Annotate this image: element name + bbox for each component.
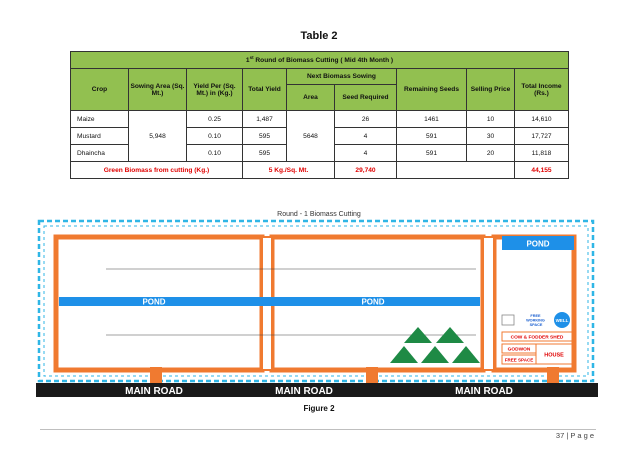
cell-area: 5648 — [287, 111, 335, 162]
pond-strip — [59, 297, 480, 306]
cell-crop: Maize — [71, 111, 129, 128]
col-next-biomass-sowing: Next Biomass Sowing — [287, 69, 397, 85]
total-blank — [397, 162, 515, 179]
col-sowing-area: Sowing Area (Sq. Mt.) — [129, 69, 187, 111]
gate — [150, 367, 162, 384]
pond-label-middle: POND — [361, 297, 385, 307]
cell-crop: Mustard — [71, 128, 129, 145]
main-road-label-middle: MAIN ROAD — [275, 386, 333, 397]
col-total-income: Total Income (Rs.) — [515, 69, 569, 111]
cell-crop: Dhaincha — [71, 145, 129, 162]
house-label: HOUSE — [544, 352, 564, 359]
cell-income: 11,818 — [515, 145, 569, 162]
footer-divider — [40, 429, 596, 430]
col-crop: Crop — [71, 69, 129, 111]
cell-income: 17,727 — [515, 128, 569, 145]
total-income: 44,155 — [515, 162, 569, 179]
main-road-label-right: MAIN ROAD — [455, 386, 513, 397]
cell-yield-per: 0.10 — [187, 145, 243, 162]
table-row — [71, 111, 569, 128]
cell-seed-required: 4 — [335, 128, 397, 145]
well-label: WELL — [555, 318, 569, 323]
cell-seed-required: 4 — [335, 145, 397, 162]
cell-remaining: 1461 — [397, 111, 467, 128]
biomass-table — [70, 51, 568, 179]
pond-label-right: POND — [526, 239, 550, 249]
cell-price: 10 — [467, 111, 515, 128]
cell-yield-per: 0.10 — [187, 128, 243, 145]
cell-total-yield: 595 — [243, 145, 287, 162]
col-total-yield: Total Yield — [243, 69, 287, 111]
godown-label: GODWON — [507, 347, 531, 353]
cell-remaining: 591 — [397, 145, 467, 162]
gate — [366, 367, 378, 384]
free-working-label: FREE WORKING SPACE — [526, 314, 545, 327]
cell-yield-per: 0.25 — [187, 111, 243, 128]
cell-price: 30 — [467, 128, 515, 145]
total-row — [71, 162, 569, 179]
cell-income: 14,610 — [515, 111, 569, 128]
pond-label-left: POND — [142, 297, 166, 307]
col-area: Area — [287, 85, 335, 111]
cell-total-yield: 1,487 — [243, 111, 287, 128]
free-space-label: FREE SPACE — [504, 357, 534, 363]
col-yield-per: Yield Per (Sq. Mt.) in (Kg.) — [187, 69, 243, 111]
cell-sowing-area: 5,948 — [129, 111, 187, 162]
cell-seed-required: 26 — [335, 111, 397, 128]
cell-total-yield: 595 — [243, 128, 287, 145]
figure-title: Round - 1 Biomass Cutting — [277, 211, 361, 218]
cell-remaining: 591 — [397, 128, 467, 145]
total-label: Green Biomass from cutting (Kg.) — [71, 162, 243, 179]
figure-caption: Figure 2 — [303, 404, 335, 413]
round-heading: 1st Round of Biomass Cutting ( Mid 4th Month ) — [71, 52, 569, 69]
gate — [547, 367, 559, 384]
col-seed-required: Seed Required — [335, 85, 397, 111]
divider-strip-2 — [483, 237, 494, 370]
table-title: Table 2 — [300, 30, 338, 42]
total-rate: 5 Kg./Sq. Mt. — [243, 162, 335, 179]
page-number: 37 | P a g e — [555, 431, 594, 440]
main-road-label-left: MAIN ROAD — [125, 386, 183, 397]
col-remaining-seeds: Remaining Seeds — [397, 69, 467, 111]
total-seed: 29,740 — [335, 162, 397, 179]
farm-layout-figure — [36, 217, 598, 399]
cow-shed-label: COW & FODDER SHED — [510, 335, 564, 341]
cell-price: 20 — [467, 145, 515, 162]
col-selling-price: Selling Price — [467, 69, 515, 111]
